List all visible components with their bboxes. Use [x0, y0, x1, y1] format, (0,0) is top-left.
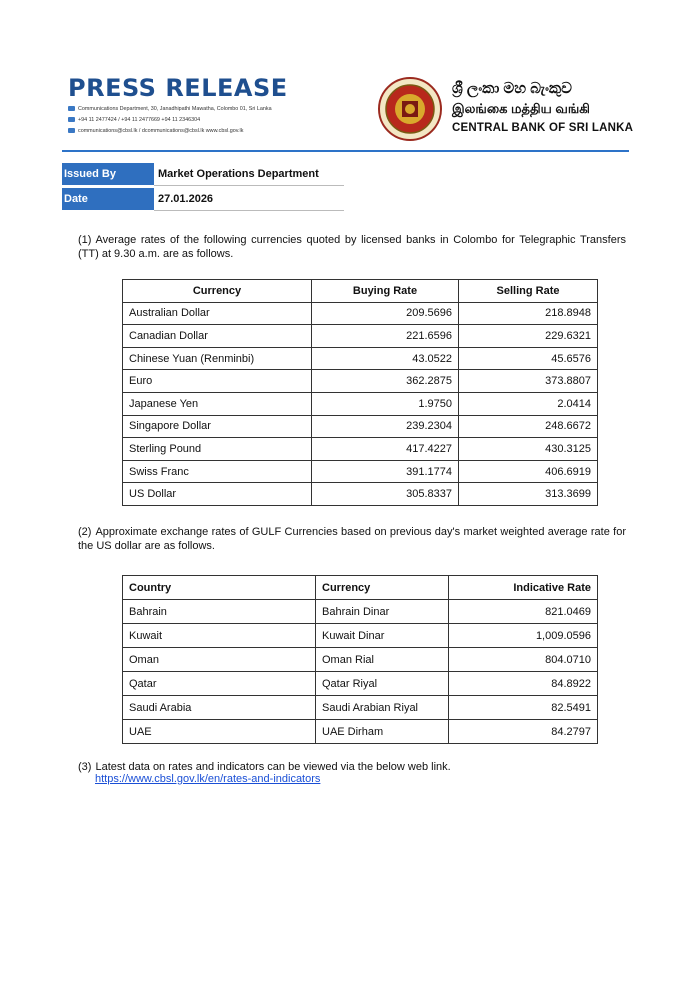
phone-text: +94 11 2477424 / +94 11 2477669 +94 11 2346304: [78, 117, 201, 123]
table-cell: 239.2304: [312, 415, 459, 438]
table-row: [123, 624, 598, 648]
bank-name-tamil: இலங்கை மத்திய வங்கி: [452, 101, 590, 116]
table-cell: Bahrain Dinar: [316, 600, 449, 624]
tt-rates-table: [122, 279, 598, 506]
phone-line: [68, 117, 200, 123]
table-cell: Swiss Franc: [123, 460, 312, 483]
table-cell: 391.1774: [312, 460, 459, 483]
table-cell: UAE Dirham: [316, 720, 449, 744]
table-row: [123, 370, 598, 393]
table-cell: 406.6919: [459, 460, 598, 483]
table-header-row: [123, 576, 598, 600]
table-cell: 221.6596: [312, 325, 459, 348]
table-cell: UAE: [123, 720, 316, 744]
table-cell: Singapore Dollar: [123, 415, 312, 438]
cbsl-seal-logo: [378, 77, 442, 141]
building-icon: [68, 106, 75, 111]
address-text: Communications Department, 30, Janadhipathi Mawatha, Colombo 01, Sri Lanka: [78, 106, 272, 112]
table-cell: Bahrain: [123, 600, 316, 624]
col-header-selling: Selling Rate: [459, 280, 598, 303]
table-cell: 45.6576: [459, 347, 598, 370]
section-1-number: (1): [78, 234, 92, 246]
table-cell: 1.9750: [312, 392, 459, 415]
col-header-country: Country: [123, 576, 316, 600]
table-row: [123, 460, 598, 483]
address-line: [68, 106, 272, 112]
table-cell: Japanese Yen: [123, 392, 312, 415]
issued-by-value: Market Operations Department: [158, 168, 319, 180]
section-2-number: (2): [78, 526, 92, 538]
table-cell: 218.8948: [459, 302, 598, 325]
table-cell: Oman Rial: [316, 648, 449, 672]
table-cell: Kuwait Dinar: [316, 624, 449, 648]
table-cell: 82.5491: [449, 696, 598, 720]
table-cell: 417.4227: [312, 438, 459, 461]
table-cell: Saudi Arabia: [123, 696, 316, 720]
table-cell: Saudi Arabian Riyal: [316, 696, 449, 720]
table-row: [123, 483, 598, 506]
phone-icon: [68, 117, 75, 122]
table-row: [123, 347, 598, 370]
section-1-body: Average rates of the following currencies quoted by licensed banks in Colombo for Telegraphic Transfers (TT) at 9.30 a.m. are as follows.: [78, 234, 626, 260]
table-cell: 804.0710: [449, 648, 598, 672]
table-cell: 209.5696: [312, 302, 459, 325]
table-cell: Australian Dollar: [123, 302, 312, 325]
table-row: [123, 720, 598, 744]
table-cell: US Dollar: [123, 483, 312, 506]
table-cell: 430.3125: [459, 438, 598, 461]
table-cell: Kuwait: [123, 624, 316, 648]
table-cell: Canadian Dollar: [123, 325, 312, 348]
table-row: [123, 696, 598, 720]
rates-indicators-link[interactable]: https://www.cbsl.gov.lk/en/rates-and-indicators: [95, 773, 321, 785]
gulf-rates-body: [123, 600, 598, 744]
table-cell: 84.2797: [449, 720, 598, 744]
email-line: [68, 128, 243, 134]
email-text: communications@cbsl.lk / dcommunications@cbsl.lk www.cbsl.gov.lk: [78, 128, 244, 134]
section-3-text: [78, 760, 626, 774]
table-cell: Qatar Riyal: [316, 672, 449, 696]
table-cell: 43.0522: [312, 347, 459, 370]
table-cell: 373.8807: [459, 370, 598, 393]
section-3-number: (3): [78, 761, 92, 773]
section-3-body: Latest data on rates and indicators can be viewed via the below web link.: [95, 761, 451, 773]
table-cell: 305.8337: [312, 483, 459, 506]
col-header-currency: Currency: [123, 280, 312, 303]
table-row: [123, 415, 598, 438]
table-cell: Qatar: [123, 672, 316, 696]
bank-name-sinhala: ශ්‍රී ලංකා මහ බැංකුව: [452, 80, 572, 97]
press-release-title: PRESS RELEASE: [68, 74, 288, 102]
bank-name-english: CENTRAL BANK OF SRI LANKA: [452, 122, 634, 134]
table-cell: Euro: [123, 370, 312, 393]
meta-divider: [154, 185, 344, 186]
header-divider: [62, 150, 629, 152]
table-row: [123, 392, 598, 415]
meta-divider: [154, 210, 344, 211]
table-row: [123, 648, 598, 672]
col-header-currency: Currency: [316, 576, 449, 600]
date-label: Date: [62, 188, 154, 210]
table-header-row: [123, 280, 598, 303]
table-cell: Sterling Pound: [123, 438, 312, 461]
table-row: [123, 438, 598, 461]
section-2-body: Approximate exchange rates of GULF Currencies based on previous day's market weighted average rate for the US dollar are as follows.: [78, 526, 626, 552]
table-row: [123, 325, 598, 348]
table-cell: Chinese Yuan (Renminbi): [123, 347, 312, 370]
table-cell: 2.0414: [459, 392, 598, 415]
table-cell: 362.2875: [312, 370, 459, 393]
table-row: [123, 672, 598, 696]
email-icon: [68, 128, 75, 133]
issued-by-label: Issued By: [62, 163, 154, 185]
table-row: [123, 600, 598, 624]
table-cell: Oman: [123, 648, 316, 672]
table-cell: 84.8922: [449, 672, 598, 696]
table-cell: 248.6672: [459, 415, 598, 438]
table-cell: 821.0469: [449, 600, 598, 624]
table-cell: 1,009.0596: [449, 624, 598, 648]
date-value: 27.01.2026: [158, 193, 214, 205]
section-2-text: [78, 525, 626, 553]
col-header-indicative-rate: Indicative Rate: [449, 576, 598, 600]
col-header-buying: Buying Rate: [312, 280, 459, 303]
table-cell: 313.3699: [459, 483, 598, 506]
tt-rates-body: [123, 302, 598, 505]
table-row: [123, 302, 598, 325]
table-cell: 229.6321: [459, 325, 598, 348]
gulf-rates-table: [122, 575, 598, 744]
section-1-text: [78, 233, 626, 261]
